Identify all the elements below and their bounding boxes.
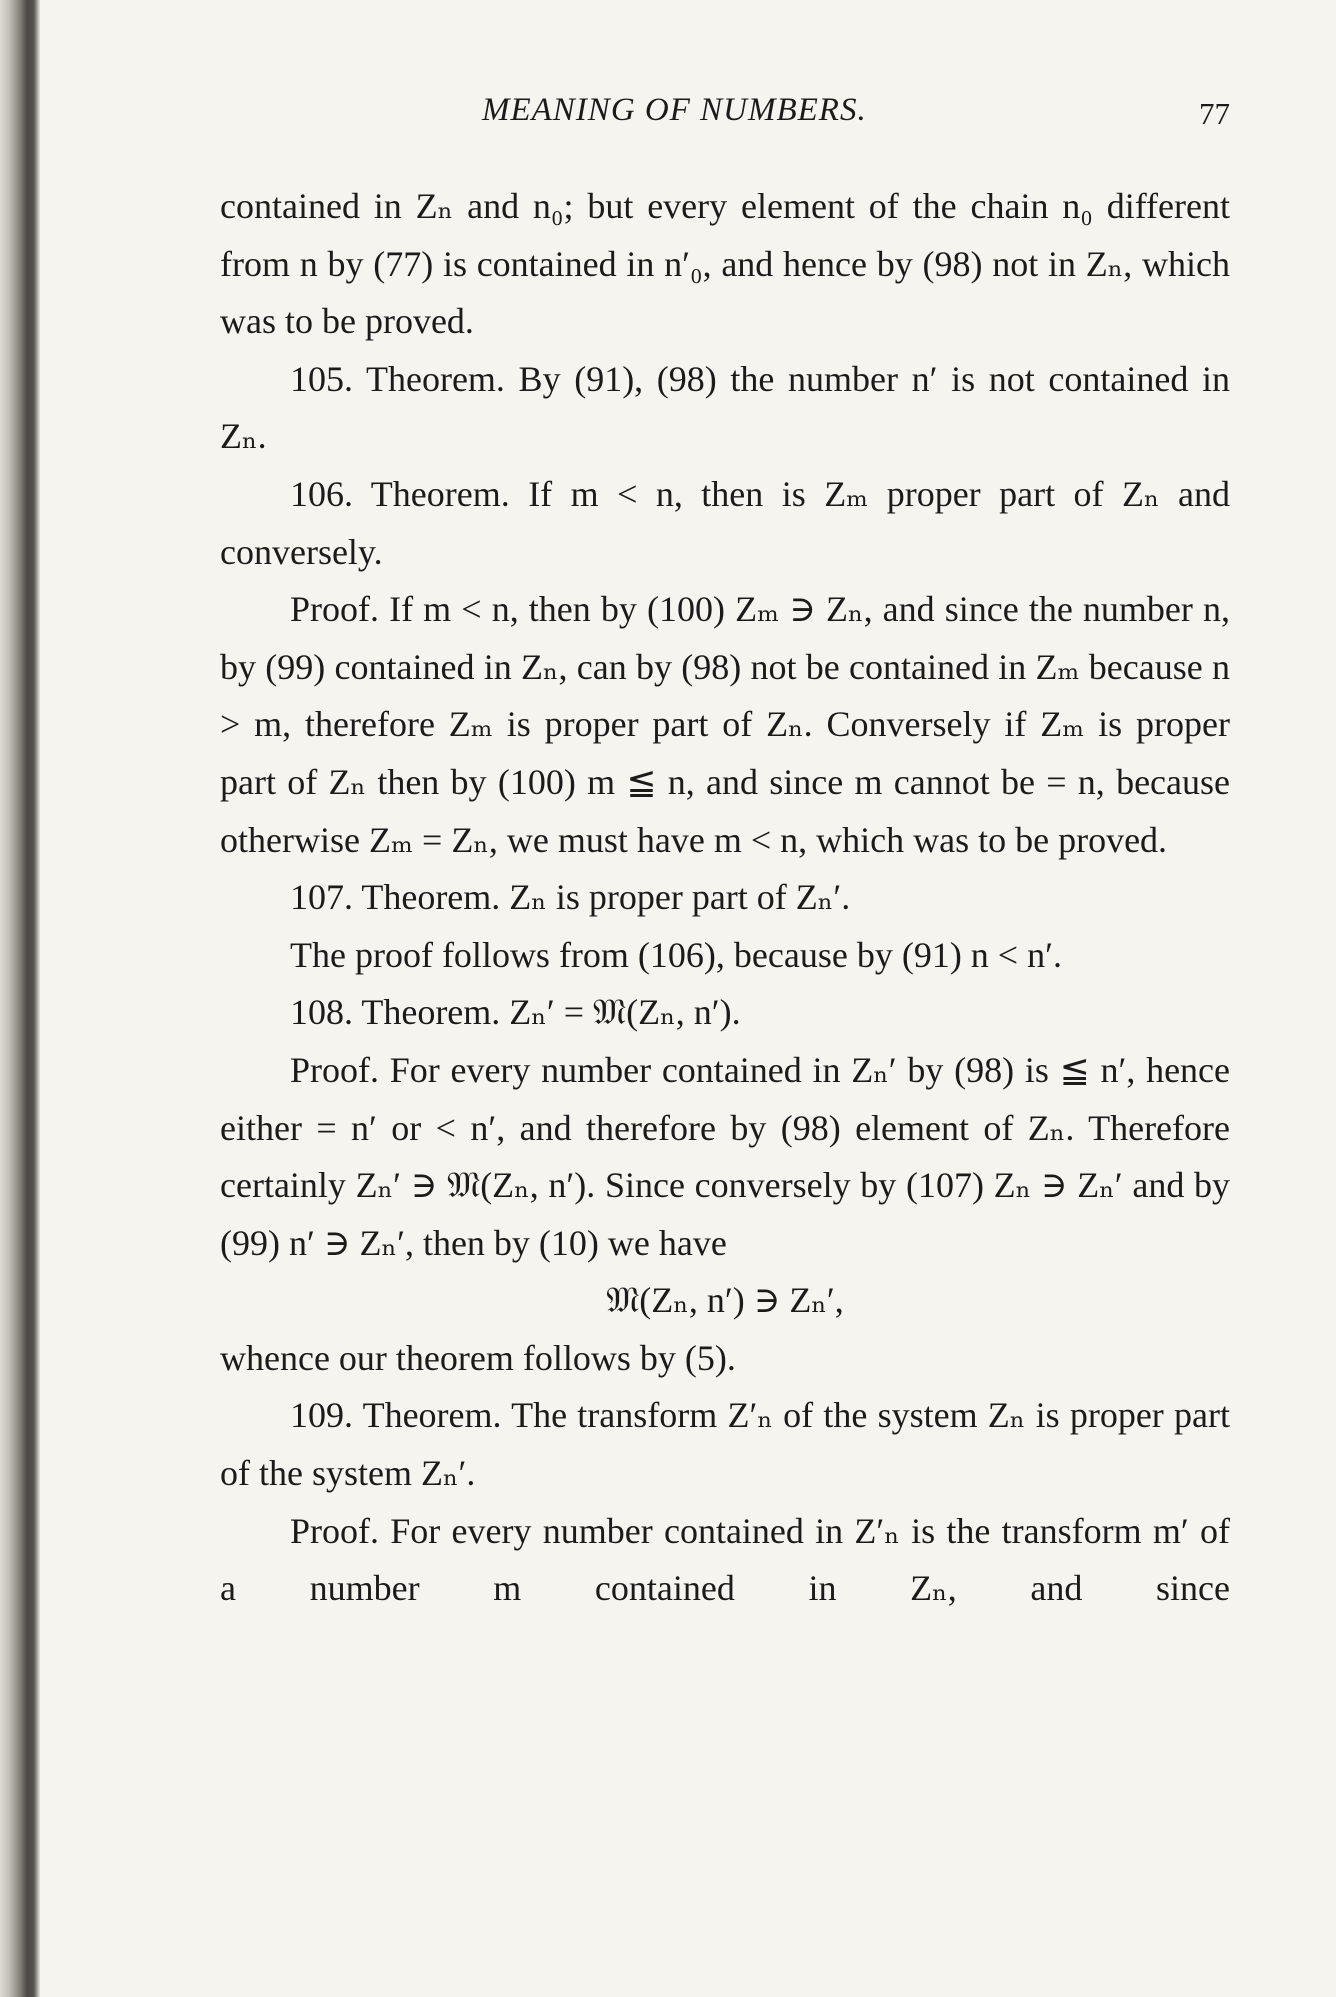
proof-107: The proof follows from (106), because by (91) n < n′. [290,934,1062,975]
page-body [220,178,1230,1618]
book-binding-shadow [34,0,40,1997]
book-page [220,92,1230,1618]
theorem-105: 105. Theorem. By (91), (98) the number n′ is not contained in Zₙ. [220,358,1230,457]
theorem-108: 108. Theorem. Zₙ′ = 𝔐(Zₙ, n′). [290,992,741,1033]
theorem-106: 106. Theorem. If m < n, then is Zₘ proper part of Zₙ and conversely. [220,473,1230,572]
proof-108-conclusion: whence our theorem follows by (5). [220,1337,736,1378]
proof-108: Proof. For every number contained in Zₙ′ by (98) is ≦ n′, hence either = n′ or < n′, and therefore by (98) element of Zₙ. Therefore certainly Zₙ′ ∋ 𝔐(Zₙ, n′). Since conversely by (107) Zₙ ∋ Zₙ′ and by (99) n′ ∋ Zₙ′, then by (10) we have [220,1049,1230,1263]
page-number: 77 [1199,96,1230,131]
running-head: MEANING OF NUMBERS. [482,92,867,128]
proof-109: Proof. For every number contained in Z′ₙ is the transform m′ of a number m contained in Zₙ, and since [220,1510,1230,1609]
book-binding-edge [0,0,34,1997]
paragraph-continuation: contained in Zₙ and n₀; but every element of the chain n₀ different from n by (77) is contained in n′₀, and hence by (98) not in Zₙ, which was to be proved. [220,186,1230,342]
display-formula: 𝔐(Zₙ, n′) ∋ Zₙ′, [606,1280,844,1321]
page-header [220,92,1230,138]
theorem-107: 107. Theorem. Zₙ is proper part of Zₙ′. [290,877,851,918]
proof-106: Proof. If m < n, then by (100) Zₘ ∋ Zₙ, and since the number n, by (99) contained in Zₙ, can by (98) not be contained in Zₘ because n > m, therefore Zₘ is proper part of Zₙ. Conversely if Zₘ is proper part of Zₙ then by (100) m ≦ n, and since m cannot be = n, because otherwise Zₘ = Zₙ, we must have m < n, which was to be proved. [220,589,1230,860]
theorem-109: 109. Theorem. The transform Z′ₙ of the system Zₙ is proper part of the system Zₙ′. [220,1395,1230,1494]
